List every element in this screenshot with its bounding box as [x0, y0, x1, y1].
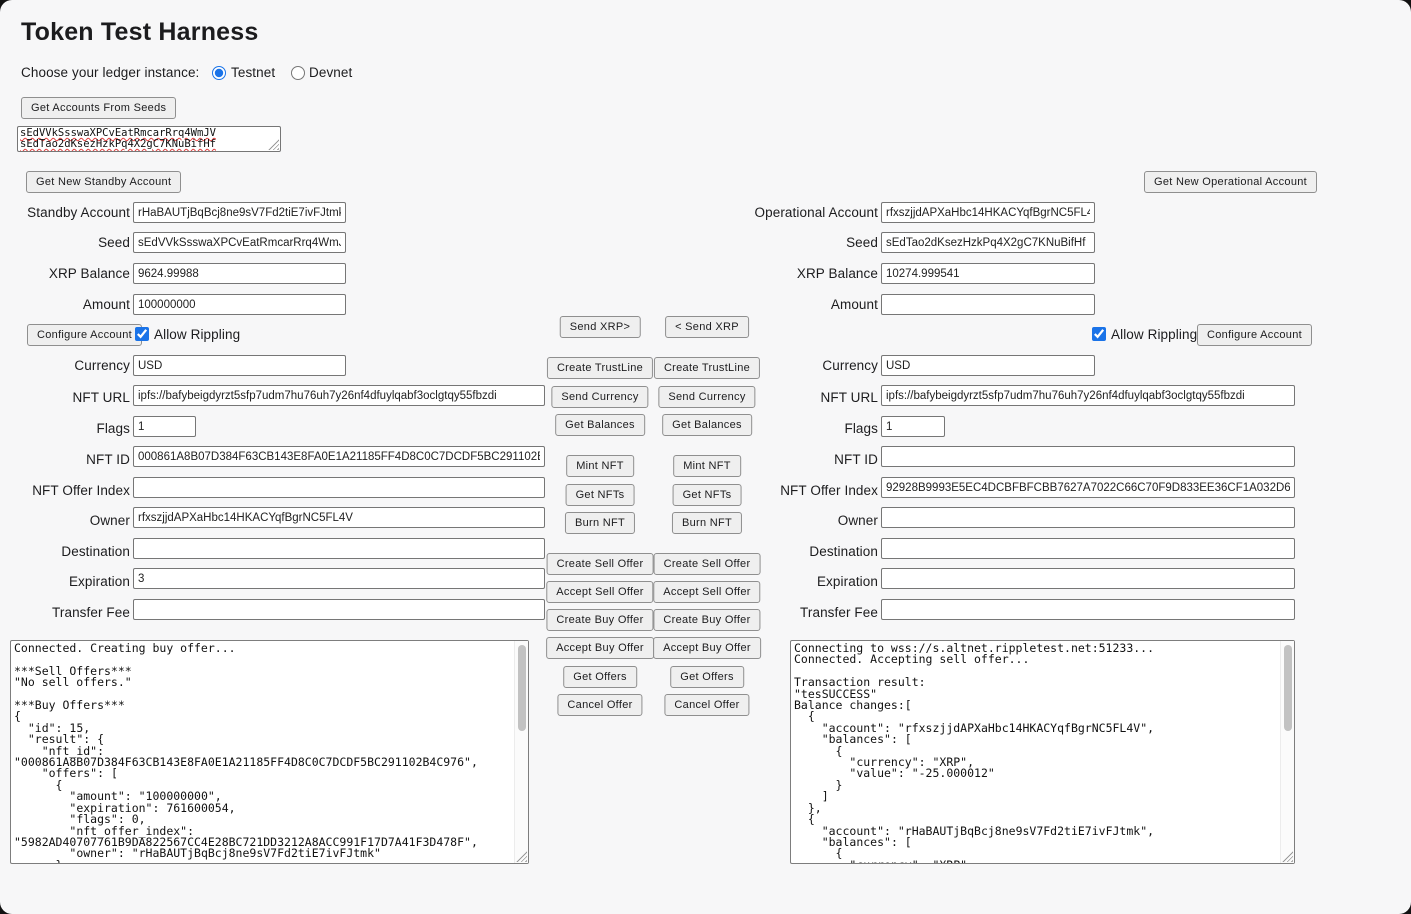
standby-destination-input[interactable] [133, 538, 545, 559]
standby-allow-rippling-label[interactable]: Allow Rippling [154, 327, 241, 342]
standby-destination-label: Destination [61, 544, 130, 559]
standby-create-trustline-button[interactable]: Create TrustLine [547, 357, 653, 379]
standby-send-xrp-button[interactable]: Send XRP> [560, 316, 641, 338]
operational-flags-input[interactable] [881, 416, 945, 437]
standby-burn-nft-button[interactable]: Burn NFT [565, 512, 635, 534]
standby-create-buy-offer-button[interactable]: Create Buy Offer [546, 609, 653, 631]
operational-results-textarea[interactable] [790, 640, 1295, 864]
operational-nft-id-label: NFT ID [834, 452, 878, 467]
standby-expiration-label: Expiration [68, 574, 130, 589]
operational-owner-label: Owner [837, 513, 878, 528]
standby-account-label: Standby Account [27, 205, 130, 220]
standby-results-scrollbar-track[interactable] [514, 641, 528, 863]
standby-transfer-fee-label: Transfer Fee [52, 605, 130, 620]
operational-create-buy-offer-button[interactable]: Create Buy Offer [653, 609, 760, 631]
standby-results-textarea[interactable] [10, 640, 529, 864]
get-accounts-from-seeds-button[interactable]: Get Accounts From Seeds [21, 97, 176, 119]
page-title: Token Test Harness [21, 18, 259, 46]
standby-send-currency-button[interactable]: Send Currency [551, 386, 648, 408]
standby-cancel-offer-button[interactable]: Cancel Offer [557, 694, 642, 716]
operational-results-scrollbar-track[interactable] [1280, 641, 1294, 863]
standby-mint-nft-button[interactable]: Mint NFT [566, 455, 634, 477]
standby-account-input[interactable] [133, 202, 346, 223]
operational-cancel-offer-button[interactable]: Cancel Offer [664, 694, 749, 716]
operational-nft-url-label: NFT URL [820, 390, 878, 405]
operational-amount-input[interactable] [881, 294, 1095, 315]
standby-owner-input[interactable] [133, 507, 545, 528]
operational-nft-offer-index-label: NFT Offer Index [780, 483, 878, 498]
operational-destination-input[interactable] [881, 538, 1295, 559]
operational-seed-input[interactable] [881, 232, 1095, 253]
operational-nft-offer-index-input[interactable] [881, 477, 1295, 498]
operational-send-currency-button[interactable]: Send Currency [658, 386, 755, 408]
operational-currency-label: Currency [822, 358, 878, 373]
operational-burn-nft-button[interactable]: Burn NFT [672, 512, 742, 534]
operational-results-wrap [790, 640, 1295, 864]
standby-amount-label: Amount [82, 297, 130, 312]
standby-accept-sell-offer-button[interactable]: Accept Sell Offer [546, 581, 653, 603]
operational-expiration-input[interactable] [881, 568, 1295, 589]
testnet-radio[interactable] [212, 66, 226, 80]
standby-get-balances-button[interactable]: Get Balances [555, 414, 645, 436]
get-new-operational-account-button[interactable]: Get New Operational Account [1144, 171, 1317, 193]
devnet-radio[interactable] [291, 66, 305, 80]
standby-get-offers-button[interactable]: Get Offers [563, 666, 637, 688]
operational-nft-url-input[interactable] [881, 385, 1295, 406]
standby-xrp-balance-label: XRP Balance [48, 266, 130, 281]
operational-account-input[interactable] [881, 202, 1095, 223]
operational-mint-nft-button[interactable]: Mint NFT [673, 455, 741, 477]
standby-currency-label: Currency [74, 358, 130, 373]
standby-results-wrap [10, 640, 529, 864]
standby-owner-label: Owner [89, 513, 130, 528]
operational-expiration-label: Expiration [816, 574, 878, 589]
standby-create-sell-offer-button[interactable]: Create Sell Offer [547, 553, 654, 575]
operational-accept-buy-offer-button[interactable]: Accept Buy Offer [653, 637, 761, 659]
standby-allow-rippling-checkbox[interactable] [135, 327, 149, 341]
standby-seed-label: Seed [98, 235, 130, 250]
standby-get-nfts-button[interactable]: Get NFTs [566, 484, 635, 506]
operational-nft-id-input[interactable] [881, 446, 1295, 467]
standby-currency-input[interactable] [133, 355, 346, 376]
standby-nft-url-input[interactable] [133, 385, 545, 406]
operational-allow-rippling-checkbox[interactable] [1092, 327, 1106, 341]
standby-accept-buy-offer-button[interactable]: Accept Buy Offer [546, 637, 654, 659]
operational-accept-sell-offer-button[interactable]: Accept Sell Offer [653, 581, 760, 603]
standby-nft-offer-index-label: NFT Offer Index [32, 483, 130, 498]
operational-flags-label: Flags [844, 421, 878, 436]
ledger-instance-label: Choose your ledger instance: [21, 65, 200, 80]
operational-xrp-balance-input[interactable] [881, 263, 1095, 284]
operational-send-xrp-button[interactable]: < Send XRP [665, 316, 749, 338]
get-new-standby-account-button[interactable]: Get New Standby Account [26, 171, 181, 193]
standby-nft-id-input[interactable] [133, 446, 545, 467]
standby-flags-label: Flags [96, 421, 130, 436]
operational-xrp-balance-label: XRP Balance [796, 266, 878, 281]
operational-create-sell-offer-button[interactable]: Create Sell Offer [654, 553, 761, 575]
operational-configure-account-button[interactable]: Configure Account [1197, 324, 1312, 346]
standby-results-scrollbar-thumb[interactable] [518, 645, 526, 731]
standby-seed-input[interactable] [133, 232, 346, 253]
operational-seed-label: Seed [846, 235, 878, 250]
operational-account-label: Operational Account [754, 205, 878, 220]
operational-owner-input[interactable] [881, 507, 1295, 528]
operational-amount-label: Amount [830, 297, 878, 312]
operational-destination-label: Destination [809, 544, 878, 559]
operational-create-trustline-button[interactable]: Create TrustLine [654, 357, 760, 379]
standby-configure-account-button[interactable]: Configure Account [27, 324, 142, 346]
standby-expiration-input[interactable] [133, 568, 545, 589]
standby-xrp-balance-input[interactable] [133, 263, 346, 284]
standby-nft-id-label: NFT ID [86, 452, 130, 467]
operational-transfer-fee-input[interactable] [881, 599, 1295, 620]
operational-allow-rippling-label[interactable]: Allow Rippling [1111, 327, 1198, 342]
operational-get-nfts-button[interactable]: Get NFTs [673, 484, 742, 506]
devnet-radio-label[interactable]: Devnet [309, 65, 353, 80]
standby-nft-offer-index-input[interactable] [133, 477, 545, 498]
standby-amount-input[interactable] [133, 294, 346, 315]
seeds-textarea[interactable] [17, 126, 281, 152]
operational-results-scrollbar-thumb[interactable] [1284, 645, 1292, 731]
operational-get-offers-button[interactable]: Get Offers [670, 666, 744, 688]
standby-flags-input[interactable] [133, 416, 196, 437]
operational-get-balances-button[interactable]: Get Balances [662, 414, 752, 436]
standby-nft-url-label: NFT URL [72, 390, 130, 405]
operational-currency-input[interactable] [881, 355, 1095, 376]
seeds-textarea-wrap [17, 126, 281, 152]
operational-transfer-fee-label: Transfer Fee [800, 605, 878, 620]
testnet-radio-label[interactable]: Testnet [231, 65, 276, 80]
standby-transfer-fee-input[interactable] [133, 599, 545, 620]
